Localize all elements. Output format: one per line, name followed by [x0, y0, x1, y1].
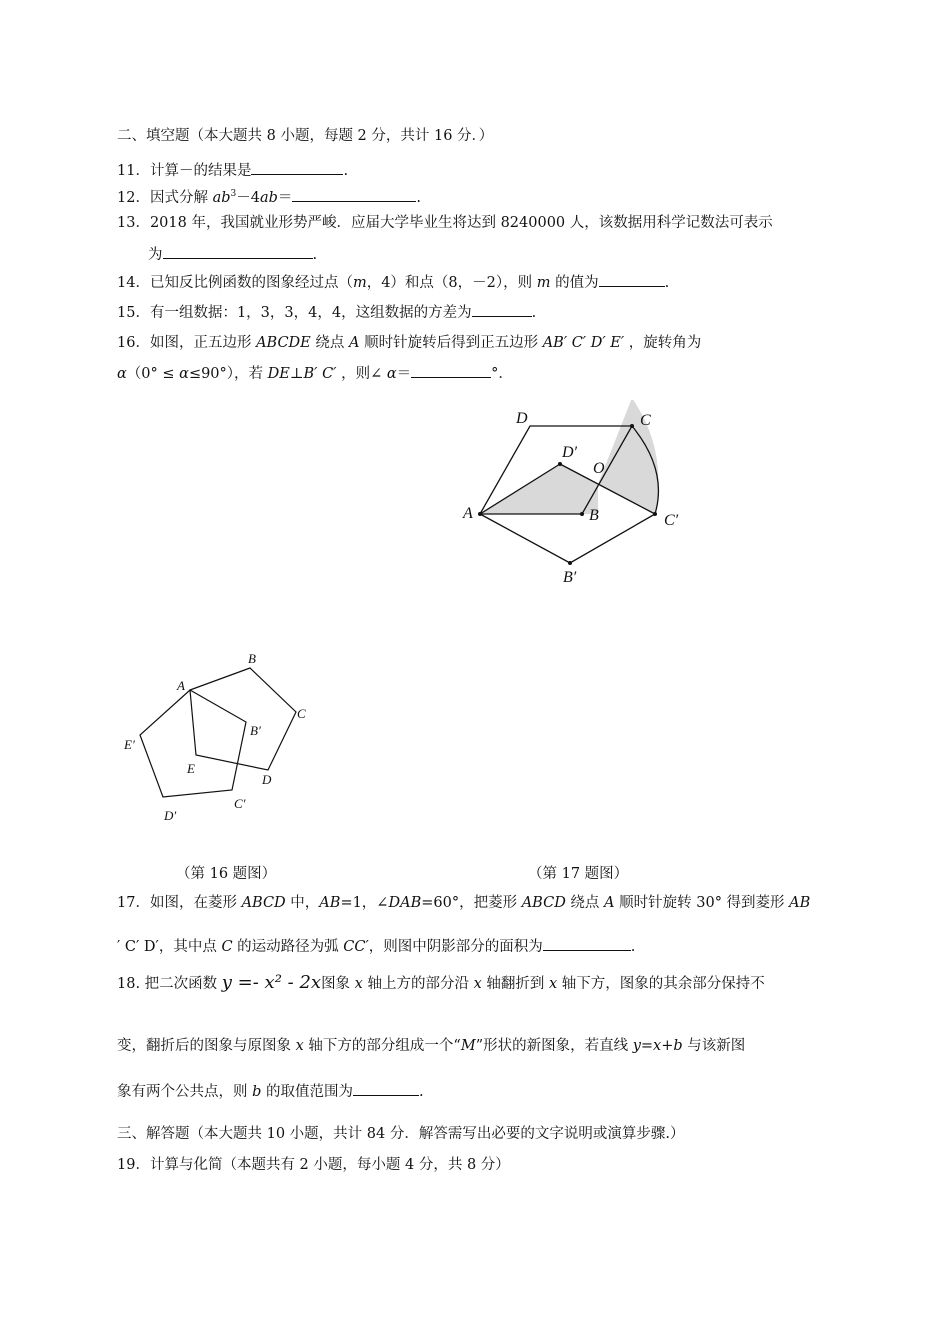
pentagon-rotated [140, 690, 246, 797]
question-19: 19．计算与化简（本题共有 2 小题，每小题 4 分，共 8 分） [117, 1157, 510, 1173]
label-c-prime: C′ [234, 796, 246, 811]
answer-blank[interactable] [599, 272, 665, 287]
answer-blank[interactable] [163, 244, 313, 259]
answer-blank[interactable] [353, 1081, 419, 1096]
label-b-prime: B′ [563, 569, 577, 586]
caption-fig16: （第 16 题图） [176, 866, 277, 882]
answer-blank[interactable] [251, 160, 343, 175]
quadratic-formula: y =- x² - 2x [221, 972, 322, 993]
caption-fig17: （第 17 题图） [528, 866, 629, 882]
label-b: B [589, 507, 599, 524]
label-o: O [593, 460, 605, 477]
label-a: A [177, 678, 185, 693]
question-number: 11． [117, 163, 150, 179]
question-15: 15．有一组数据：1，3，3，4，4，这组数据的方差为 . [117, 302, 536, 322]
question-13-cont: 为 . [148, 244, 317, 264]
question-text: 计算－的结果是 [149, 163, 252, 179]
question-17: 17．如图，在菱形 ABCD 中，AB=1，∠DAB=60°，把菱形 ABCD 绕点 A 顺时针旋转 30° 得到菱形 AB [117, 895, 811, 911]
figure-16 [115, 645, 325, 830]
label-e: E [187, 761, 195, 776]
label-c: C [297, 706, 306, 721]
label-e-prime: E′ [124, 737, 135, 752]
answer-blank[interactable] [543, 936, 631, 951]
answer-blank[interactable] [411, 363, 491, 378]
question-11: 11．计算－的结果是 . [117, 160, 348, 180]
question-18: 18. 把二次函数 y =- x² - 2x图象 x 轴上方的部分沿 x 轴翻折到 x 轴下方，图象的其余部分保持不 [117, 972, 765, 993]
label-c: C [640, 412, 651, 429]
question-17-line2: ′ C′ D′，其中点 C 的运动路径为弧 CC′，则图中阴影部分的面积为 . [117, 936, 635, 956]
section2-heading: 二、填空题（本大题共 8 小题，每题 2 分，共计 16 分．） [117, 128, 494, 144]
question-14: 14．已知反比例函数的图象经过点（m，4）和点（8，－2），则 m 的值为 . [117, 272, 669, 292]
label-d: D [516, 410, 528, 427]
pentagon-abcde [190, 668, 296, 770]
label-b: B [248, 651, 256, 666]
figure-17 [455, 400, 695, 590]
section3-heading: 三、解答题（本大题共 10 小题，共计 84 分．解答需写出必要的文字说明或演算步骤.） [117, 1126, 685, 1142]
label-d: D [262, 772, 272, 787]
answer-blank[interactable] [472, 302, 532, 317]
shaded-region [480, 464, 598, 514]
question-18-line2: 变，翻折后的图象与原图象 x 轴下方的部分组成一个“M”形状的新图象，若直线 y=x+b 与该新图 [117, 1038, 746, 1054]
answer-blank[interactable] [292, 187, 416, 202]
question-18-line3: 象有两个公共点，则 b 的取值范围为 . [117, 1081, 424, 1101]
question-16: 16．如图，正五边形 ABCDE 绕点 A 顺时针旋转后得到正五边形 AB′ C′ D′ E′ ，旋转角为 [117, 335, 702, 351]
label-b-prime: B′ [250, 723, 261, 738]
label-a: A [463, 505, 473, 522]
question-13: 13．2018 年，我国就业形势严峻．应届大学毕业生将达到 8240000 人，该数据用科学记数法可表示 [117, 215, 773, 231]
label-c-prime: C′ [664, 512, 679, 529]
label-d-prime: D′ [562, 444, 578, 461]
label-d-prime: D′ [164, 808, 177, 823]
question-16-line2: α（0° ≤ α≤90°），若 DE⊥B′ C′ ，则∠ α＝ °． [117, 363, 513, 383]
rhombus-rotated [480, 514, 655, 563]
question-12: 12．因式分解 $ab^3-4ab=$ . [117, 187, 421, 207]
